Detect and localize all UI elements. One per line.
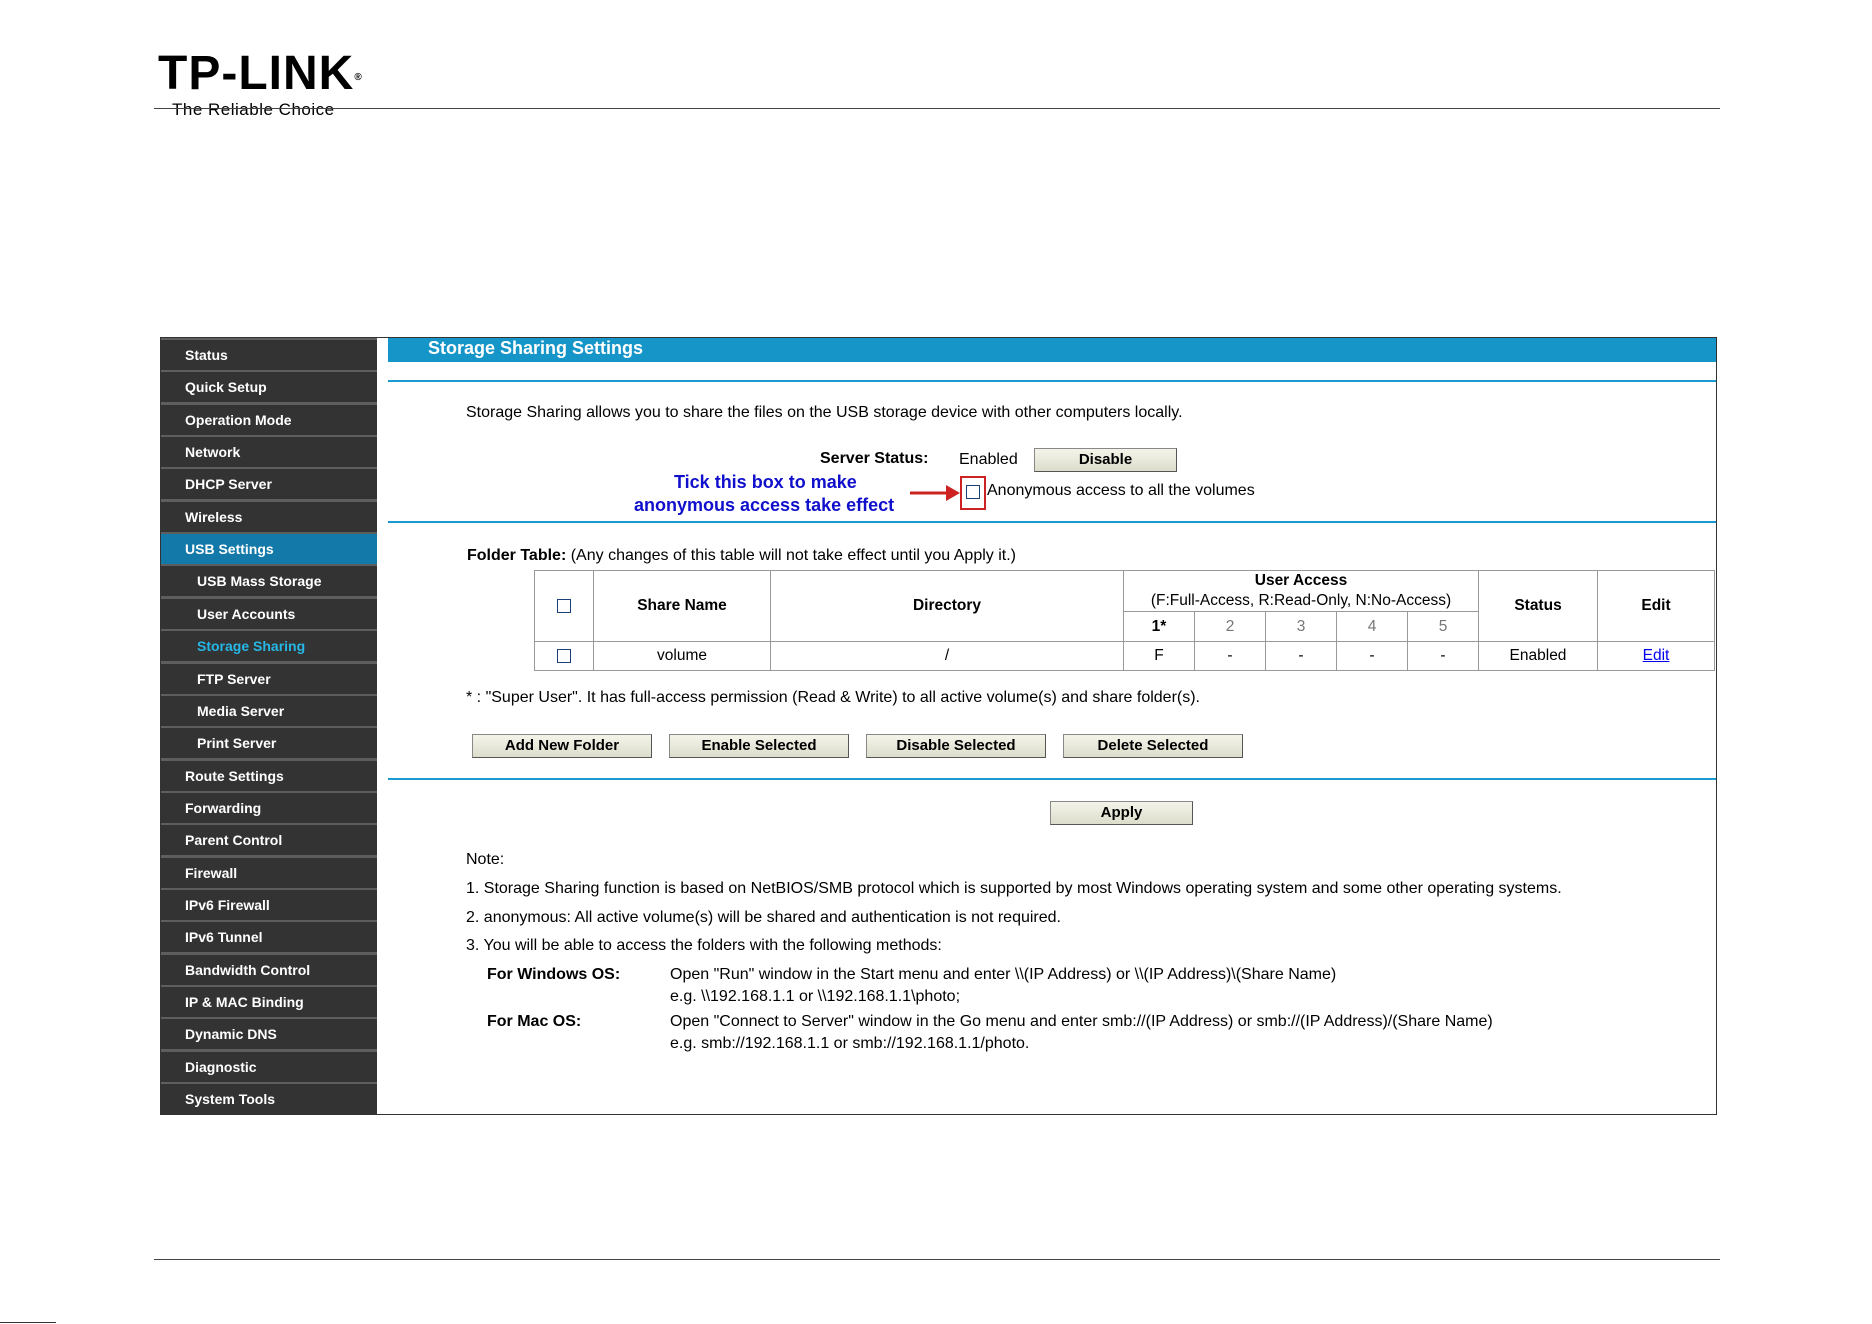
user-col-5: 5 <box>1408 612 1479 642</box>
row-select-checkbox[interactable] <box>557 649 571 663</box>
registered-mark: ® <box>354 72 363 83</box>
sidebar-item-ftp-server[interactable]: FTP Server <box>161 664 377 694</box>
sidebar-item-ipv6-firewall[interactable]: IPv6 Firewall <box>161 890 377 920</box>
sidebar-item-dynamic-dns[interactable]: Dynamic DNS <box>161 1019 377 1049</box>
sidebar-item-media-server[interactable]: Media Server <box>161 696 377 726</box>
folder-table-note: (Any changes of this table will not take effect until you Apply it.) <box>570 547 1016 564</box>
row-directory: / <box>771 642 1124 671</box>
sidebar-item-network[interactable]: Network <box>161 437 377 467</box>
user-col-1: 1* <box>1124 612 1195 642</box>
section-divider <box>388 521 1716 523</box>
windows-os-example: e.g. \\192.168.1.1 or \\192.168.1.1\photo; <box>670 988 961 1005</box>
disable-selected-button[interactable]: Disable Selected <box>866 734 1046 758</box>
sidebar-item-operation-mode[interactable]: Operation Mode <box>161 405 377 435</box>
sidebar-item-ip-mac-binding[interactable]: IP & MAC Binding <box>161 987 377 1017</box>
page-corner-mark <box>0 1322 56 1323</box>
header-divider <box>154 108 1720 109</box>
annotation-arrow-icon <box>910 482 962 504</box>
sidebar-item-wireless[interactable]: Wireless <box>161 502 377 532</box>
user-access-header-cell <box>1124 571 1479 612</box>
sidebar <box>161 338 377 1114</box>
sidebar-item-parent-control[interactable]: Parent Control <box>161 825 377 855</box>
windows-os-instruction: Open "Run" window in the Start menu and enter \\(IP Address) or \\(IP Address)\(Share Name) <box>670 966 1337 983</box>
anonymous-access-checkbox[interactable] <box>966 485 980 499</box>
select-all-checkbox[interactable] <box>557 599 571 613</box>
note-item-2: 2. anonymous: All active volume(s) will be shared and authentication is not required. <box>466 909 1061 926</box>
note-item-1: 1. Storage Sharing function is based on NetBIOS/SMB protocol which is supported by most Windows operating system and some other operating systems. <box>466 880 1562 897</box>
sidebar-item-status[interactable]: Status <box>161 340 377 370</box>
row-edit-cell <box>1598 642 1715 671</box>
tp-link-logo <box>158 47 363 120</box>
status-header: Status <box>1479 571 1598 642</box>
sidebar-item-dhcp-server[interactable]: DHCP Server <box>161 469 377 499</box>
directory-header: Directory <box>771 571 1124 642</box>
user-col-4: 4 <box>1337 612 1408 642</box>
user-col-3: 3 <box>1266 612 1337 642</box>
windows-os-label: For Windows OS: <box>487 966 621 983</box>
edit-header: Edit <box>1598 571 1715 642</box>
disable-button[interactable]: Disable <box>1034 448 1177 472</box>
note-item-3: 3. You will be able to access the folders with the following methods: <box>466 937 942 954</box>
section-divider <box>388 778 1716 780</box>
edit-link[interactable]: Edit <box>1642 647 1670 664</box>
sidebar-item-print-server[interactable]: Print Server <box>161 728 377 758</box>
page-title: Storage Sharing Settings <box>428 338 644 358</box>
add-new-folder-button[interactable]: Add New Folder <box>472 734 652 758</box>
sidebar-item-ipv6-tunnel[interactable]: IPv6 Tunnel <box>161 922 377 952</box>
mac-os-example: e.g. smb://192.168.1.1 or smb://192.168.1.1/photo. <box>670 1035 1030 1052</box>
super-user-note: * : "Super User". It has full-access permission (Read & Write) to all active volume(s) and share folder(s). <box>466 689 1200 706</box>
user-access-header: User Access <box>1254 572 1348 589</box>
sidebar-item-system-tools[interactable]: System Tools <box>161 1084 377 1114</box>
sidebar-item-route-settings[interactable]: Route Settings <box>161 761 377 791</box>
delete-selected-button[interactable]: Delete Selected <box>1063 734 1243 758</box>
sidebar-item-forwarding[interactable]: Forwarding <box>161 793 377 823</box>
sidebar-item-bandwidth-control[interactable]: Bandwidth Control <box>161 955 377 985</box>
row-access-5: - <box>1408 642 1479 671</box>
row-select-cell <box>535 642 594 671</box>
share-name-header: Share Name <box>594 571 771 642</box>
brand-name: TP-LINK <box>158 47 355 100</box>
brand-tagline: The Reliable Choice <box>172 100 335 119</box>
section-divider <box>388 380 1716 382</box>
user-col-2: 2 <box>1195 612 1266 642</box>
sidebar-item-user-accounts[interactable]: User Accounts <box>161 599 377 629</box>
sidebar-item-storage-sharing[interactable]: Storage Sharing <box>161 631 377 661</box>
enable-selected-button[interactable]: Enable Selected <box>669 734 849 758</box>
select-all-cell <box>535 571 594 642</box>
note-title: Note: <box>466 851 505 868</box>
intro-text: Storage Sharing allows you to share the files on the USB storage device with other computers locally. <box>466 404 1183 421</box>
server-status-label: Server Status: <box>820 450 929 467</box>
folder-table <box>534 570 1715 671</box>
row-share-name: volume <box>594 642 771 671</box>
annotation-text-line2: anonymous access take effect <box>634 495 895 515</box>
mac-os-instruction: Open "Connect to Server" window in the Go menu and enter smb://(IP Address) or smb://(IP Address)/(Share Name) <box>670 1013 1493 1030</box>
sidebar-item-diagnostic[interactable]: Diagnostic <box>161 1052 377 1082</box>
row-access-3: - <box>1266 642 1337 671</box>
sidebar-item-usb-settings[interactable]: USB Settings <box>161 534 377 564</box>
sidebar-item-firewall[interactable]: Firewall <box>161 858 377 888</box>
sidebar-item-quick-setup[interactable]: Quick Setup <box>161 372 377 402</box>
row-access-4: - <box>1337 642 1408 671</box>
anonymous-access-label: Anonymous access to all the volumes <box>987 482 1255 499</box>
apply-button[interactable]: Apply <box>1050 801 1193 825</box>
annotation-text-line1: Tick this box to make <box>674 472 857 492</box>
server-status-value: Enabled <box>959 451 1018 468</box>
footer-divider <box>154 1259 1720 1260</box>
row-access-1: F <box>1124 642 1195 671</box>
mac-os-label: For Mac OS: <box>487 1013 582 1030</box>
folder-table-label: Folder Table: <box>467 547 567 564</box>
row-status: Enabled <box>1479 642 1598 671</box>
sidebar-item-usb-mass-storage[interactable]: USB Mass Storage <box>161 566 377 596</box>
user-access-legend: (F:Full-Access, R:Read-Only, N:No-Access) <box>1150 592 1452 609</box>
row-access-2: - <box>1195 642 1266 671</box>
table-row <box>535 642 1715 671</box>
